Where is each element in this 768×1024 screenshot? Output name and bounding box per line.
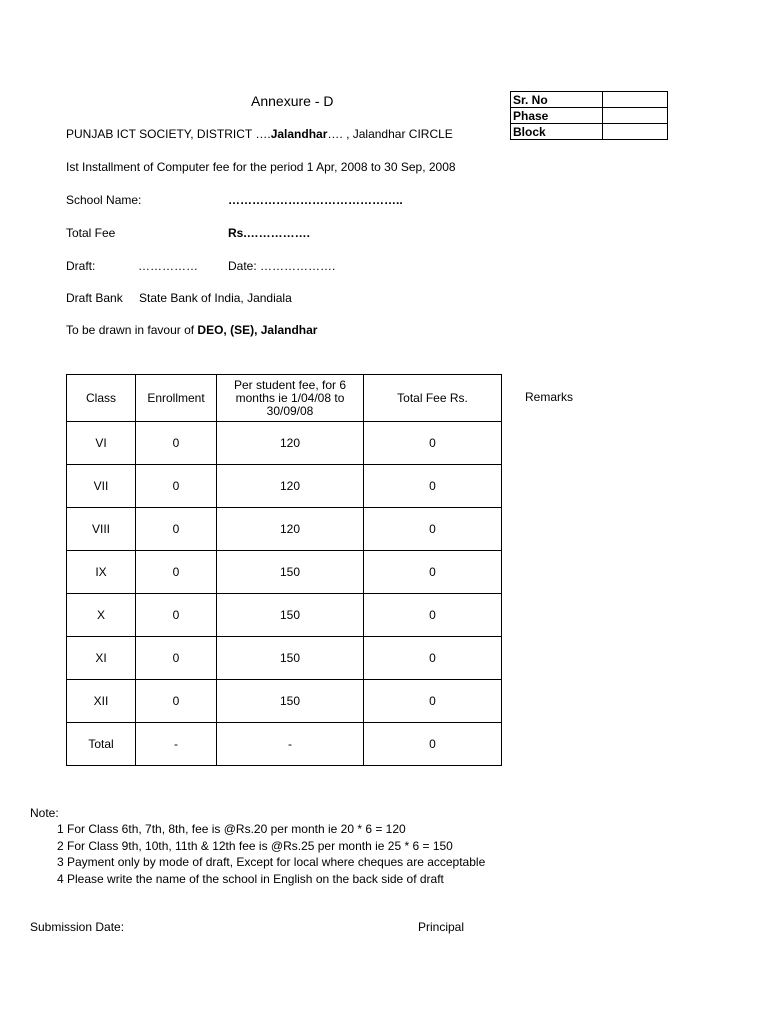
table-row bbox=[67, 422, 502, 465]
draft-value: …………… bbox=[138, 259, 198, 273]
table-row bbox=[67, 551, 502, 594]
note-item: 4 Please write the name of the school in English on the back side of draft bbox=[57, 872, 444, 886]
favour-line bbox=[66, 323, 317, 337]
total-enrollment-cell: - bbox=[136, 723, 217, 766]
class-cell: VI bbox=[67, 422, 136, 465]
class-cell: XI bbox=[67, 637, 136, 680]
note-item: 3 Payment only by mode of draft, Except for local where cheques are acceptable bbox=[57, 855, 486, 869]
class-cell: IX bbox=[67, 551, 136, 594]
enrollment-cell: 0 bbox=[136, 637, 217, 680]
installment-line: Ist Installment of Computer fee for the period 1 Apr, 2008 to 30 Sep, 2008 bbox=[66, 160, 456, 174]
total-per-student-cell: - bbox=[217, 723, 364, 766]
class-cell: VIII bbox=[67, 508, 136, 551]
school-name-label: School Name: bbox=[66, 193, 142, 207]
total-label-cell: Total bbox=[67, 723, 136, 766]
favour-prefix: To be drawn in favour of bbox=[66, 323, 195, 337]
principal-label: Principal bbox=[418, 920, 465, 934]
class-cell: X bbox=[67, 594, 136, 637]
note-item: 2 For Class 9th, 10th, 11th & 12th fee is @Rs.25 per month ie 25 * 6 = 150 bbox=[57, 839, 453, 853]
total-fee-label: Total Fee bbox=[66, 226, 116, 240]
fee-cell: 120 bbox=[217, 422, 364, 465]
table-header-row bbox=[67, 375, 502, 422]
total-fee-cell: 0 bbox=[364, 551, 502, 594]
enrollment-cell: 0 bbox=[136, 465, 217, 508]
society-suffix: …. , Jalandhar CIRCLE bbox=[327, 127, 453, 141]
block-row bbox=[511, 124, 668, 140]
page-title: Annexure - D bbox=[251, 93, 334, 109]
fee-cell: 150 bbox=[217, 594, 364, 637]
table-row bbox=[67, 637, 502, 680]
reference-box bbox=[510, 91, 668, 140]
total-fee-cell: 0 bbox=[364, 508, 502, 551]
draft-bank-label: Draft Bank bbox=[66, 291, 123, 305]
fee-cell: 150 bbox=[217, 637, 364, 680]
remarks-label: Remarks bbox=[525, 390, 574, 404]
submission-date-label: Submission Date: bbox=[30, 920, 125, 934]
class-cell: VII bbox=[67, 465, 136, 508]
note-item: 1 For Class 6th, 7th, 8th, fee is @Rs.20 per month ie 20 * 6 = 120 bbox=[57, 822, 406, 836]
fee-cell: 120 bbox=[217, 508, 364, 551]
total-fee-cell: 0 bbox=[364, 680, 502, 723]
phase-row bbox=[511, 108, 668, 124]
society-line bbox=[66, 127, 453, 141]
total-fee-cell: 0 bbox=[364, 637, 502, 680]
fee-cell: 150 bbox=[217, 680, 364, 723]
grand-total-cell: 0 bbox=[364, 723, 502, 766]
fee-table bbox=[66, 374, 502, 766]
table-row bbox=[67, 594, 502, 637]
block-label: Block bbox=[511, 124, 603, 140]
sr-no-label: Sr. No bbox=[511, 92, 603, 108]
total-fee-cell: 0 bbox=[364, 594, 502, 637]
date-field: Date: ………………. bbox=[228, 259, 336, 273]
sr-no-row bbox=[511, 92, 668, 108]
society-prefix: PUNJAB ICT SOCIETY, DISTRICT …. bbox=[66, 127, 271, 141]
block-value bbox=[603, 124, 668, 140]
enrollment-cell: 0 bbox=[136, 508, 217, 551]
column-header-total-fee: Total Fee Rs. bbox=[364, 375, 502, 422]
school-name-value: …………………………………….. bbox=[228, 193, 403, 207]
district-name: Jalandhar bbox=[270, 127, 328, 141]
total-fee-cell: 0 bbox=[364, 422, 502, 465]
draft-label: Draft: bbox=[66, 259, 96, 273]
total-fee-cell: 0 bbox=[364, 465, 502, 508]
enrollment-cell: 0 bbox=[136, 594, 217, 637]
favour-value: DEO, (SE), Jalandhar bbox=[197, 323, 318, 337]
class-cell: XII bbox=[67, 680, 136, 723]
column-header-enrollment: Enrollment bbox=[136, 375, 217, 422]
draft-bank-value: State Bank of India, Jandiala bbox=[139, 291, 292, 305]
fee-cell: 150 bbox=[217, 551, 364, 594]
enrollment-cell: 0 bbox=[136, 422, 217, 465]
table-row bbox=[67, 465, 502, 508]
fee-cell: 120 bbox=[217, 465, 364, 508]
column-header-per-student-fee: Per student fee, for 6 months ie 1/04/08 to 30/09/08 bbox=[217, 375, 364, 422]
total-row bbox=[67, 723, 502, 766]
enrollment-cell: 0 bbox=[136, 680, 217, 723]
phase-value bbox=[603, 108, 668, 124]
total-fee-value: Rs.……………. bbox=[228, 226, 311, 240]
phase-label: Phase bbox=[511, 108, 603, 124]
table-row bbox=[67, 508, 502, 551]
note-label: Note: bbox=[30, 806, 59, 820]
table-row bbox=[67, 680, 502, 723]
sr-no-value bbox=[603, 92, 668, 108]
column-header-class: Class bbox=[67, 375, 136, 422]
enrollment-cell: 0 bbox=[136, 551, 217, 594]
